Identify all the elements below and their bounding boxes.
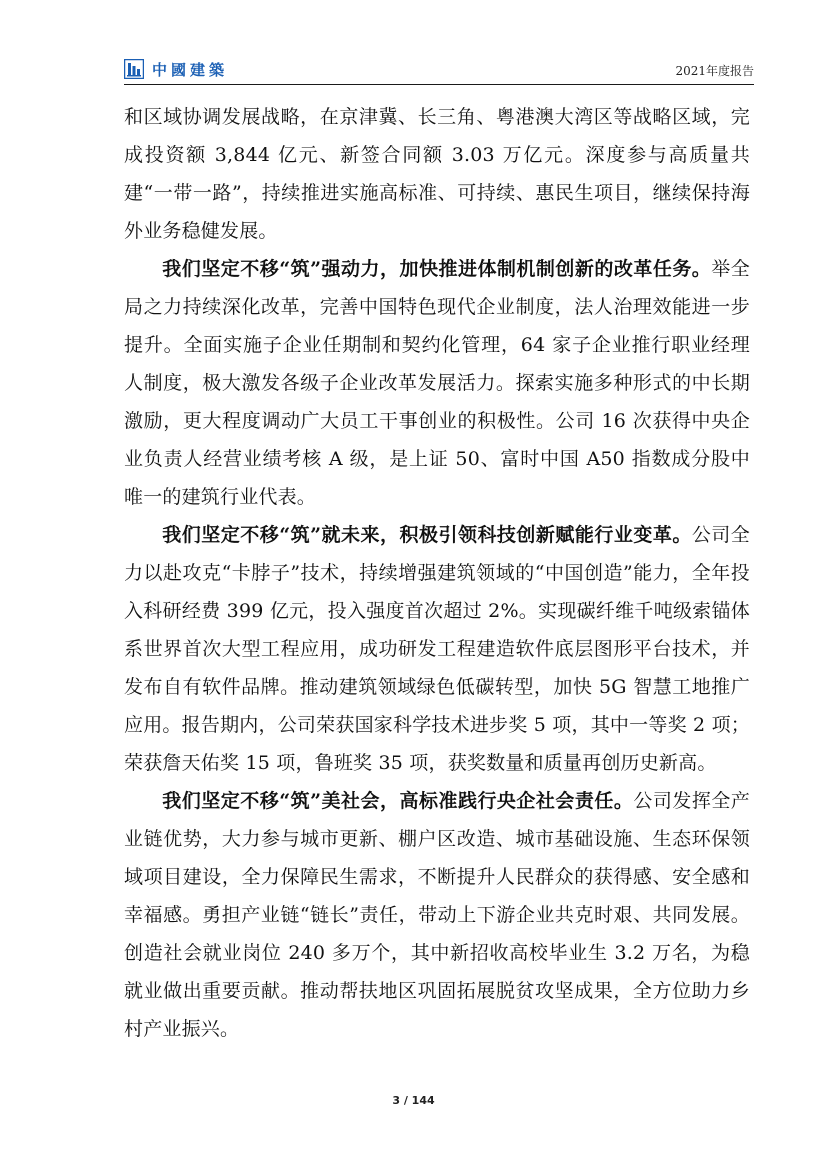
document-body: [124, 98, 750, 1048]
paragraph-regional-strategy: [124, 98, 750, 250]
company-logo: [124, 58, 228, 80]
paragraph-text: 公司发挥全产业链优势，大力参与城市更新、棚户区改造、城市基础设施、生态环保领域项目建设，全力保障民生需求，不断提升人民群众的获得感、安全感和幸福感。勇担产业链“链长”责任，带动上下游企业共克时艰、共同发展。创造社会就业岗位 240 多万个，其中新招收高校毕业生 3.2 万名，为稳就业做出重要贡献。推动帮扶地区巩固拓展脱贫攻坚成果，全方位助力乡村产业振兴。: [124, 790, 751, 1040]
report-title: 2021年度报告: [675, 64, 754, 78]
paragraph-reform: [124, 250, 750, 516]
logo-text: 中國建築: [152, 60, 229, 79]
paragraph-social-responsibility: [124, 782, 750, 1048]
paragraph-text: 举全局之力持续深化改革，完善中国特色现代企业制度，法人治理效能进一步提升。全面实施子企业任期制和契约化管理，64 家子企业推行职业经理人制度，极大激发各级子企业改革发展活力。探索实施多种形式的中长期激励，更大程度调动广大员工干事创业的积极性。公司 16 次获得中央企业负责人经营业绩考核 A 级，是上证 50、富时中国 A50 指数成分股中唯一的建筑行业代表。: [124, 258, 750, 508]
paragraph-lead: 我们坚定不移“筑”强动力，加快推进体制机制创新的改革任务。: [162, 258, 712, 280]
paragraph-lead: 我们坚定不移“筑”美社会，高标准践行央企社会责任。: [162, 790, 634, 812]
paragraph-lead: 我们坚定不移“筑”就未来，积极引领科技创新赋能行业变革。: [162, 524, 692, 546]
csceс-logo-icon: [124, 59, 144, 79]
page-header: [124, 54, 754, 86]
page-number: 3 / 144: [392, 1094, 435, 1107]
paragraph-text: 公司全力以赴攻克“卡脖子”技术，持续增强建筑领域的“中国创造”能力，全年投入科研经费 399 亿元，投入强度首次超过 2%。实现碳纤维千吨级索锚体系世界首次大型工程应用，成功研发工程建造软件底层图形平台技术，并发布自有软件品牌。推动建筑领域绿色低碳转型，加快 5G 智慧工地推广应用。报告期内，公司荣获国家科学技术进步奖 5 项，其中一等奖 2 项；荣获詹天佑奖 15 项，鲁班奖 35 项，获奖数量和质量再创历史新高。: [124, 524, 750, 774]
header-divider: [124, 84, 754, 85]
paragraph-text: 和区域协调发展战略，在京津冀、长三角、粤港澳大湾区等战略区域，完成投资额 3,844 亿元、新签合同额 3.03 万亿元。深度参与高质量共建“一带一路”，持续推进实施高标准、可持续、惠民生项目，继续保持海外业务稳健发展。: [124, 106, 750, 242]
paragraph-innovation: [124, 516, 750, 782]
